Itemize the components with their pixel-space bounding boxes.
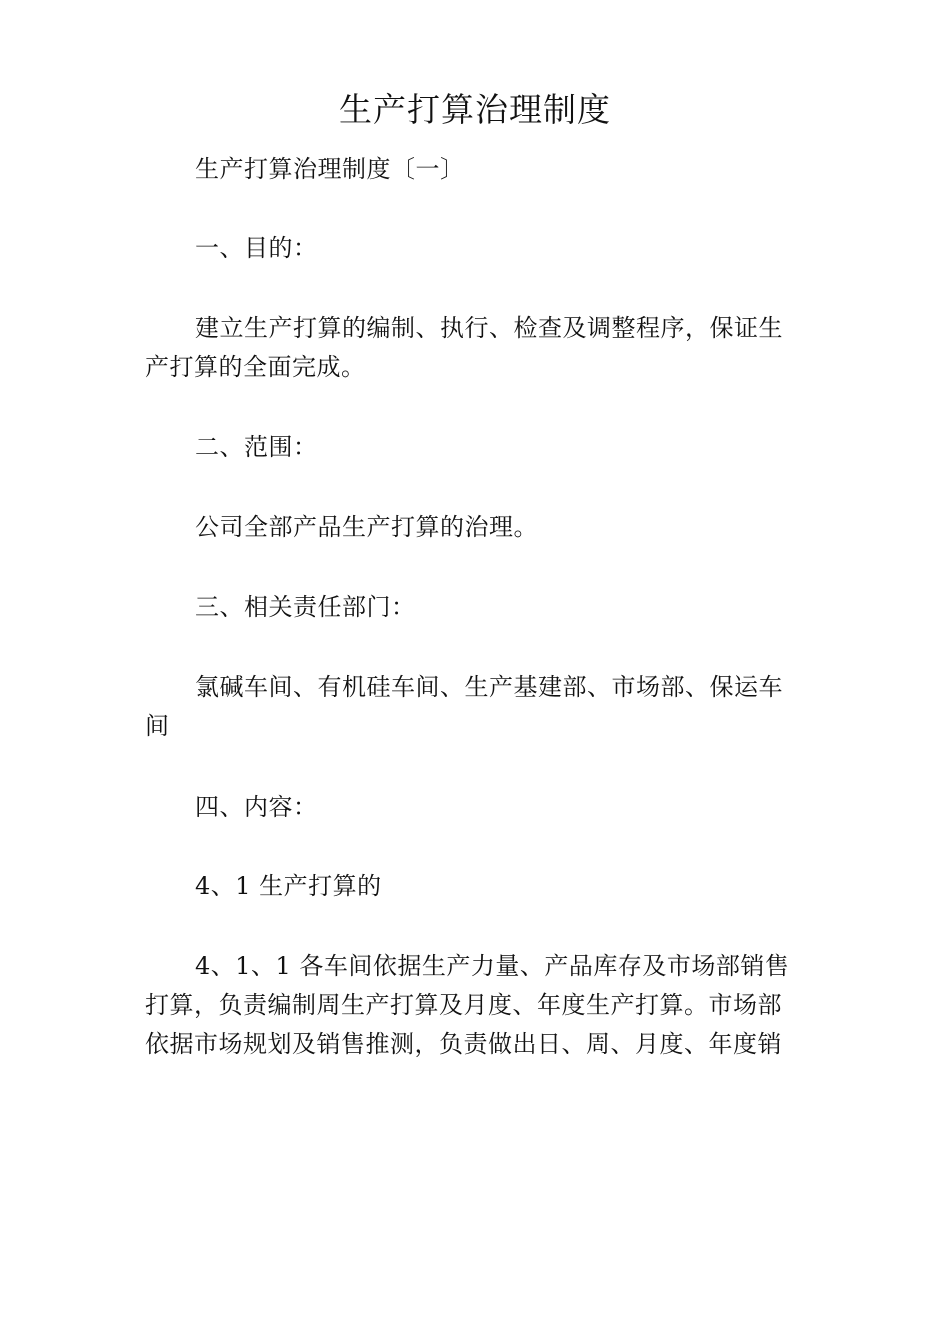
document-title: 生产打算治理制度 — [339, 90, 611, 129]
paragraph-scope-body: 公司全部产品生产打算的治理。 — [195, 513, 538, 541]
paragraph-section-departments-heading: 三、相关责任部门： — [195, 593, 416, 621]
paragraph-subtitle: 生产打算治理制度〔一〕 — [195, 155, 465, 183]
paragraph-section-purpose-heading: 一、目的： — [195, 234, 318, 262]
paragraph-departments-body: 氯碱车间、有机硅车间、生产基建部、市场部、保运车间 — [145, 673, 783, 740]
paragraph-content-4-1: 4、1 生产打算的 — [195, 872, 382, 900]
paragraph-section-content-heading: 四、内容： — [195, 793, 318, 821]
paragraph-section-scope-heading: 二、范围： — [195, 433, 318, 461]
paragraph-purpose-body: 建立生产打算的编制、执行、检查及调整程序，保证生产打算的全面完成。 — [145, 314, 783, 381]
paragraph-content-4-1-1: 4、1、1 各车间依据生产力量、产品库存及市场部销售打算，负责编制周生产打算及月度、年度生产打算。市场部依据市场规划及销售推测，负责做出日、周、月度、年度销 — [145, 952, 790, 1058]
